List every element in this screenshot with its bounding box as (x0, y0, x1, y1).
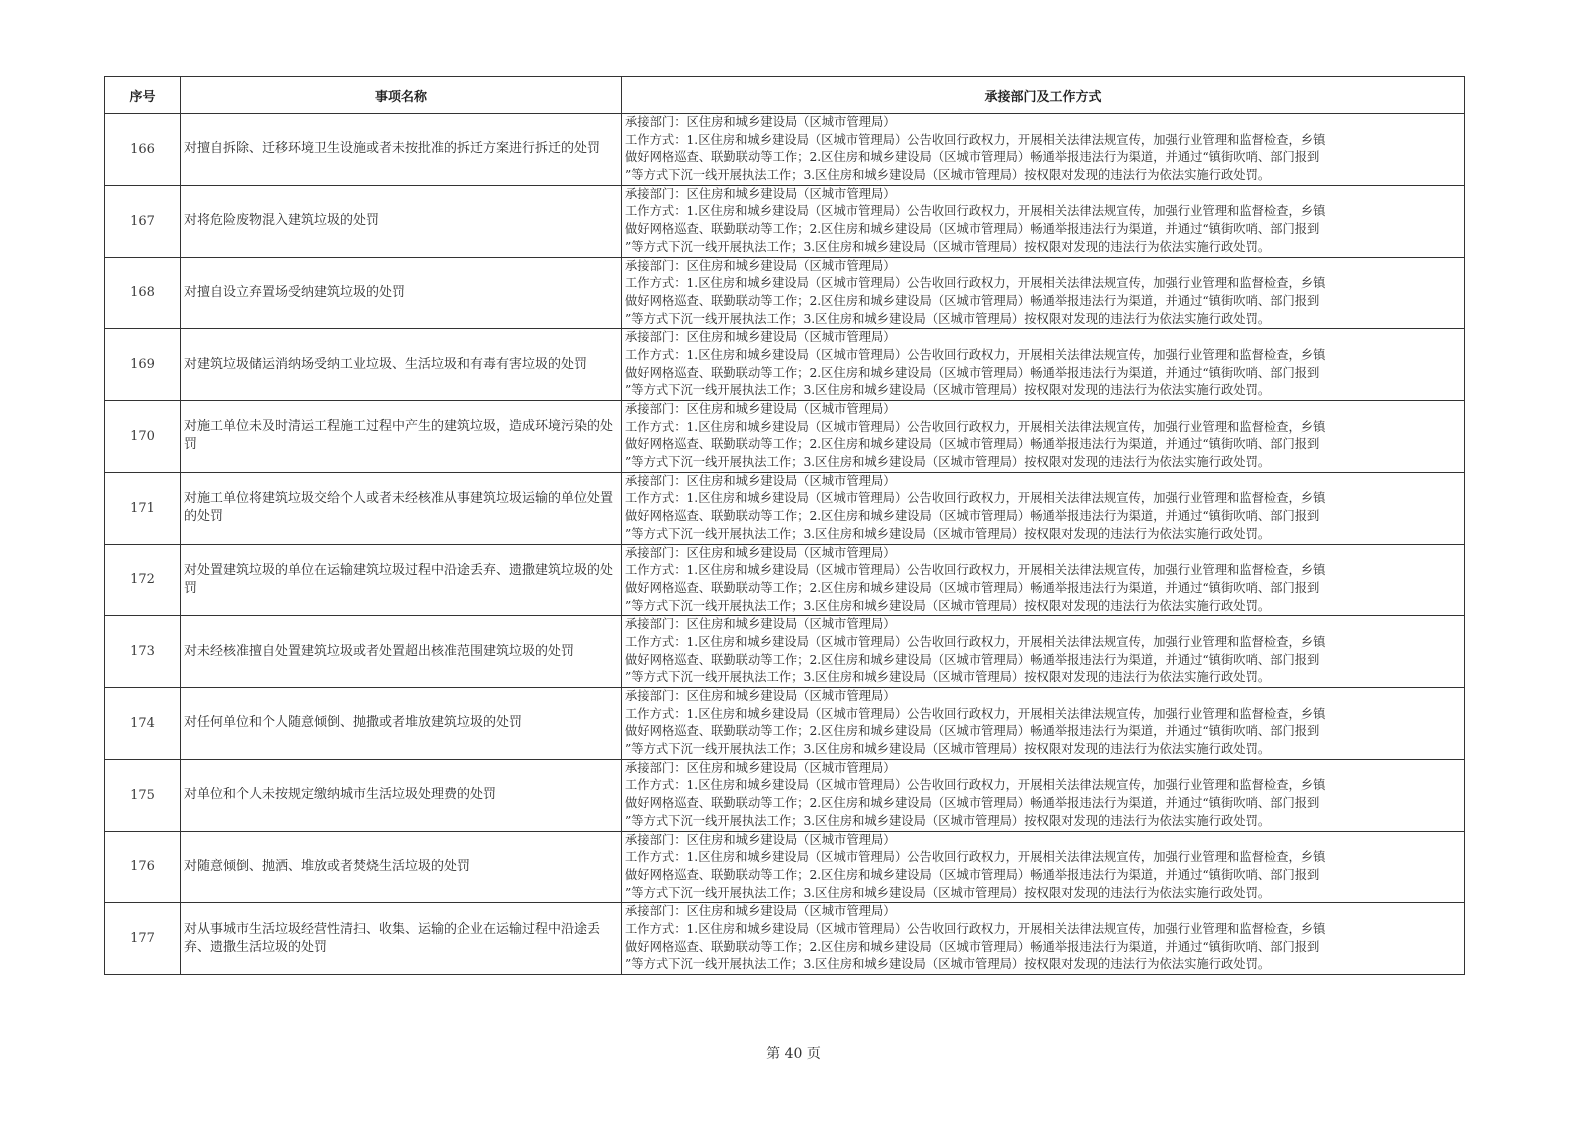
department-text-line: ”等方式下沉一线开展执法工作；3.区住房和城乡建设局（区城市管理局）按权限对发现的违法行为依法实施行政处罚。 (625, 742, 1271, 757)
row-department-and-method (622, 759, 1465, 831)
department-text-line: 做好网格巡查、联勤联动等工作；2.区住房和城乡建设局（区城市管理局）畅通举报违法行为渠道，并通过“镇街吹哨、部门报到 (625, 796, 1320, 811)
table-header-row (105, 77, 1465, 114)
department-text-line: 工作方式：1.区住房和城乡建设局（区城市管理局）公告收回行政权力，开展相关法律法规宣传，加强行业管理和监督检查，乡镇 (625, 850, 1326, 865)
matters-table (104, 76, 1465, 975)
table-row (105, 544, 1465, 616)
department-text-line: ”等方式下沉一线开展执法工作；3.区住房和城乡建设局（区城市管理局）按权限对发现的违法行为依法实施行政处罚。 (625, 957, 1271, 972)
department-text-line: 承接部门：区住房和城乡建设局（区城市管理局） (625, 617, 896, 632)
row-serial-number: 168 (105, 257, 181, 329)
department-text-line: ”等方式下沉一线开展执法工作；3.区住房和城乡建设局（区城市管理局）按权限对发现的违法行为依法实施行政处罚。 (625, 383, 1271, 398)
table-row (105, 903, 1465, 975)
row-matter-name: 对任何单位和个人随意倾倒、抛撒或者堆放建筑垃圾的处罚 (181, 688, 622, 760)
row-matter-name: 对将危险废物混入建筑垃圾的处罚 (181, 185, 622, 257)
row-department-and-method (622, 472, 1465, 544)
table-row (105, 616, 1465, 688)
row-serial-number: 176 (105, 831, 181, 903)
row-department-and-method (622, 616, 1465, 688)
department-text-line: 承接部门：区住房和城乡建设局（区城市管理局） (625, 760, 896, 775)
department-text-line: 工作方式：1.区住房和城乡建设局（区城市管理局）公告收回行政权力，开展相关法律法规宣传，加强行业管理和监督检查，乡镇 (625, 419, 1326, 434)
department-text-line: ”等方式下沉一线开展执法工作；3.区住房和城乡建设局（区城市管理局）按权限对发现的违法行为依法实施行政处罚。 (625, 885, 1271, 900)
department-text-line: 做好网格巡查、联勤联动等工作；2.区住房和城乡建设局（区城市管理局）畅通举报违法行为渠道，并通过“镇街吹哨、部门报到 (625, 509, 1320, 524)
row-matter-name: 对单位和个人未按规定缴纳城市生活垃圾处理费的处罚 (181, 759, 622, 831)
table-row (105, 114, 1465, 186)
page-number: 第 40 页 (766, 1046, 821, 1062)
row-matter-name: 对未经核准擅自处置建筑垃圾或者处置超出核准范围建筑垃圾的处罚 (181, 616, 622, 688)
department-text-line: 工作方式：1.区住房和城乡建设局（区城市管理局）公告收回行政权力，开展相关法律法规宣传，加强行业管理和监督检查，乡镇 (625, 491, 1326, 506)
row-serial-number: 174 (105, 688, 181, 760)
department-text-line: 做好网格巡查、联勤联动等工作；2.区住房和城乡建设局（区城市管理局）畅通举报违法行为渠道，并通过“镇街吹哨、部门报到 (625, 652, 1320, 667)
department-text-line: 做好网格巡查、联勤联动等工作；2.区住房和城乡建设局（区城市管理局）畅通举报违法行为渠道，并通过“镇街吹哨、部门报到 (625, 939, 1320, 954)
department-text-line: 做好网格巡查、联勤联动等工作；2.区住房和城乡建设局（区城市管理局）畅通举报违法行为渠道，并通过“镇街吹哨、部门报到 (625, 867, 1320, 882)
department-text-line: ”等方式下沉一线开展执法工作；3.区住房和城乡建设局（区城市管理局）按权限对发现的违法行为依法实施行政处罚。 (625, 526, 1271, 541)
table-row (105, 401, 1465, 473)
header-serial-number: 序号 (105, 77, 181, 114)
row-serial-number: 169 (105, 329, 181, 401)
table-row (105, 831, 1465, 903)
department-text-line: ”等方式下沉一线开展执法工作；3.区住房和城乡建设局（区城市管理局）按权限对发现的违法行为依法实施行政处罚。 (625, 239, 1271, 254)
department-text-line: 承接部门：区住房和城乡建设局（区城市管理局） (625, 258, 896, 273)
department-text-line: ”等方式下沉一线开展执法工作；3.区住房和城乡建设局（区城市管理局）按权限对发现的违法行为依法实施行政处罚。 (625, 670, 1271, 685)
row-department-and-method (622, 688, 1465, 760)
row-matter-name: 对擅自拆除、迁移环境卫生设施或者未按批准的拆迁方案进行拆迁的处罚 (181, 114, 622, 186)
header-matter-name: 事项名称 (181, 77, 622, 114)
department-text-line: 做好网格巡查、联勤联动等工作；2.区住房和城乡建设局（区城市管理局）畅通举报违法行为渠道，并通过“镇街吹哨、部门报到 (625, 580, 1320, 595)
header-department-and-method: 承接部门及工作方式 (622, 77, 1465, 114)
row-serial-number: 177 (105, 903, 181, 975)
row-serial-number: 170 (105, 401, 181, 473)
row-department-and-method (622, 401, 1465, 473)
row-matter-name: 对建筑垃圾储运消纳场受纳工业垃圾、生活垃圾和有毒有害垃圾的处罚 (181, 329, 622, 401)
department-text-line: 工作方式：1.区住房和城乡建设局（区城市管理局）公告收回行政权力，开展相关法律法规宣传，加强行业管理和监督检查，乡镇 (625, 778, 1326, 793)
table-row (105, 257, 1465, 329)
department-text-line: 工作方式：1.区住房和城乡建设局（区城市管理局）公告收回行政权力，开展相关法律法规宣传，加强行业管理和监督检查，乡镇 (625, 563, 1326, 578)
department-text-line: 承接部门：区住房和城乡建设局（区城市管理局） (625, 545, 896, 560)
department-text-line: 工作方式：1.区住房和城乡建设局（区城市管理局）公告收回行政权力，开展相关法律法规宣传，加强行业管理和监督检查，乡镇 (625, 204, 1326, 219)
row-department-and-method (622, 257, 1465, 329)
table-row (105, 472, 1465, 544)
department-text-line: ”等方式下沉一线开展执法工作；3.区住房和城乡建设局（区城市管理局）按权限对发现的违法行为依法实施行政处罚。 (625, 168, 1271, 183)
table-row (105, 329, 1465, 401)
row-matter-name: 对施工单位将建筑垃圾交给个人或者未经核准从事建筑垃圾运输的单位处置的处罚 (181, 472, 622, 544)
row-serial-number: 166 (105, 114, 181, 186)
row-serial-number: 171 (105, 472, 181, 544)
department-text-line: 工作方式：1.区住房和城乡建设局（区城市管理局）公告收回行政权力，开展相关法律法规宣传，加强行业管理和监督检查，乡镇 (625, 347, 1326, 362)
row-department-and-method (622, 185, 1465, 257)
department-text-line: 承接部门：区住房和城乡建设局（区城市管理局） (625, 689, 896, 703)
department-text-line: ”等方式下沉一线开展执法工作；3.区住房和城乡建设局（区城市管理局）按权限对发现的违法行为依法实施行政处罚。 (625, 455, 1271, 470)
department-text-line: 做好网格巡查、联勤联动等工作；2.区住房和城乡建设局（区城市管理局）畅通举报违法行为渠道，并通过“镇街吹哨、部门报到 (625, 222, 1320, 237)
row-matter-name: 对从事城市生活垃圾经营性清扫、收集、运输的企业在运输过程中沿途丢弃、遗撒生活垃圾的处罚 (181, 903, 622, 975)
department-text-line: 做好网格巡查、联勤联动等工作；2.区住房和城乡建设局（区城市管理局）畅通举报违法行为渠道，并通过“镇街吹哨、部门报到 (625, 437, 1320, 452)
row-serial-number: 173 (105, 616, 181, 688)
department-text-line: 承接部门：区住房和城乡建设局（区城市管理局） (625, 402, 896, 416)
department-text-line: ”等方式下沉一线开展执法工作；3.区住房和城乡建设局（区城市管理局）按权限对发现的违法行为依法实施行政处罚。 (625, 311, 1271, 326)
row-department-and-method (622, 114, 1465, 186)
row-department-and-method (622, 329, 1465, 401)
department-text-line: 承接部门：区住房和城乡建设局（区城市管理局） (625, 904, 896, 919)
row-matter-name: 对擅自设立弃置场受纳建筑垃圾的处罚 (181, 257, 622, 329)
department-text-line: 工作方式：1.区住房和城乡建设局（区城市管理局）公告收回行政权力，开展相关法律法规宣传，加强行业管理和监督检查，乡镇 (625, 921, 1326, 936)
department-text-line: 做好网格巡查、联勤联动等工作；2.区住房和城乡建设局（区城市管理局）畅通举报违法行为渠道，并通过“镇街吹哨、部门报到 (625, 293, 1320, 308)
row-serial-number: 167 (105, 185, 181, 257)
department-text-line: 工作方式：1.区住房和城乡建设局（区城市管理局）公告收回行政权力，开展相关法律法规宣传，加强行业管理和监督检查，乡镇 (625, 634, 1326, 649)
department-text-line: 工作方式：1.区住房和城乡建设局（区城市管理局）公告收回行政权力，开展相关法律法规宣传，加强行业管理和监督检查，乡镇 (625, 276, 1326, 291)
row-matter-name: 对处置建筑垃圾的单位在运输建筑垃圾过程中沿途丢弃、遗撒建筑垃圾的处罚 (181, 544, 622, 616)
row-matter-name: 对随意倾倒、抛洒、堆放或者焚烧生活垃圾的处罚 (181, 831, 622, 903)
department-text-line: ”等方式下沉一线开展执法工作；3.区住房和城乡建设局（区城市管理局）按权限对发现的违法行为依法实施行政处罚。 (625, 598, 1271, 613)
row-department-and-method (622, 903, 1465, 975)
row-department-and-method (622, 831, 1465, 903)
table-row (105, 759, 1465, 831)
row-department-and-method (622, 544, 1465, 616)
table-row (105, 185, 1465, 257)
department-text-line: 承接部门：区住房和城乡建设局（区城市管理局） (625, 832, 896, 847)
department-text-line: 承接部门：区住房和城乡建设局（区城市管理局） (625, 186, 896, 201)
department-text-line: 工作方式：1.区住房和城乡建设局（区城市管理局）公告收回行政权力，开展相关法律法规宣传，加强行业管理和监督检查，乡镇 (625, 706, 1326, 721)
department-text-line: 承接部门：区住房和城乡建设局（区城市管理局） (625, 473, 896, 488)
department-text-line: 做好网格巡查、联勤联动等工作；2.区住房和城乡建设局（区城市管理局）畅通举报违法行为渠道，并通过“镇街吹哨、部门报到 (625, 724, 1320, 739)
table-body (105, 114, 1465, 975)
department-text-line: ”等方式下沉一线开展执法工作；3.区住房和城乡建设局（区城市管理局）按权限对发现的违法行为依法实施行政处罚。 (625, 813, 1271, 828)
department-text-line: 工作方式：1.区住房和城乡建设局（区城市管理局）公告收回行政权力，开展相关法律法规宣传，加强行业管理和监督检查，乡镇 (625, 132, 1326, 147)
department-text-line: 承接部门：区住房和城乡建设局（区城市管理局） (625, 115, 896, 129)
row-matter-name: 对施工单位未及时清运工程施工过程中产生的建筑垃圾，造成环境污染的处罚 (181, 401, 622, 473)
department-text-line: 承接部门：区住房和城乡建设局（区城市管理局） (625, 330, 896, 345)
table-row (105, 688, 1465, 760)
department-text-line: 做好网格巡查、联勤联动等工作；2.区住房和城乡建设局（区城市管理局）畅通举报违法行为渠道，并通过“镇街吹哨、部门报到 (625, 150, 1320, 165)
department-text-line: 做好网格巡查、联勤联动等工作；2.区住房和城乡建设局（区城市管理局）畅通举报违法行为渠道，并通过“镇街吹哨、部门报到 (625, 365, 1320, 380)
row-serial-number: 175 (105, 759, 181, 831)
row-serial-number: 172 (105, 544, 181, 616)
